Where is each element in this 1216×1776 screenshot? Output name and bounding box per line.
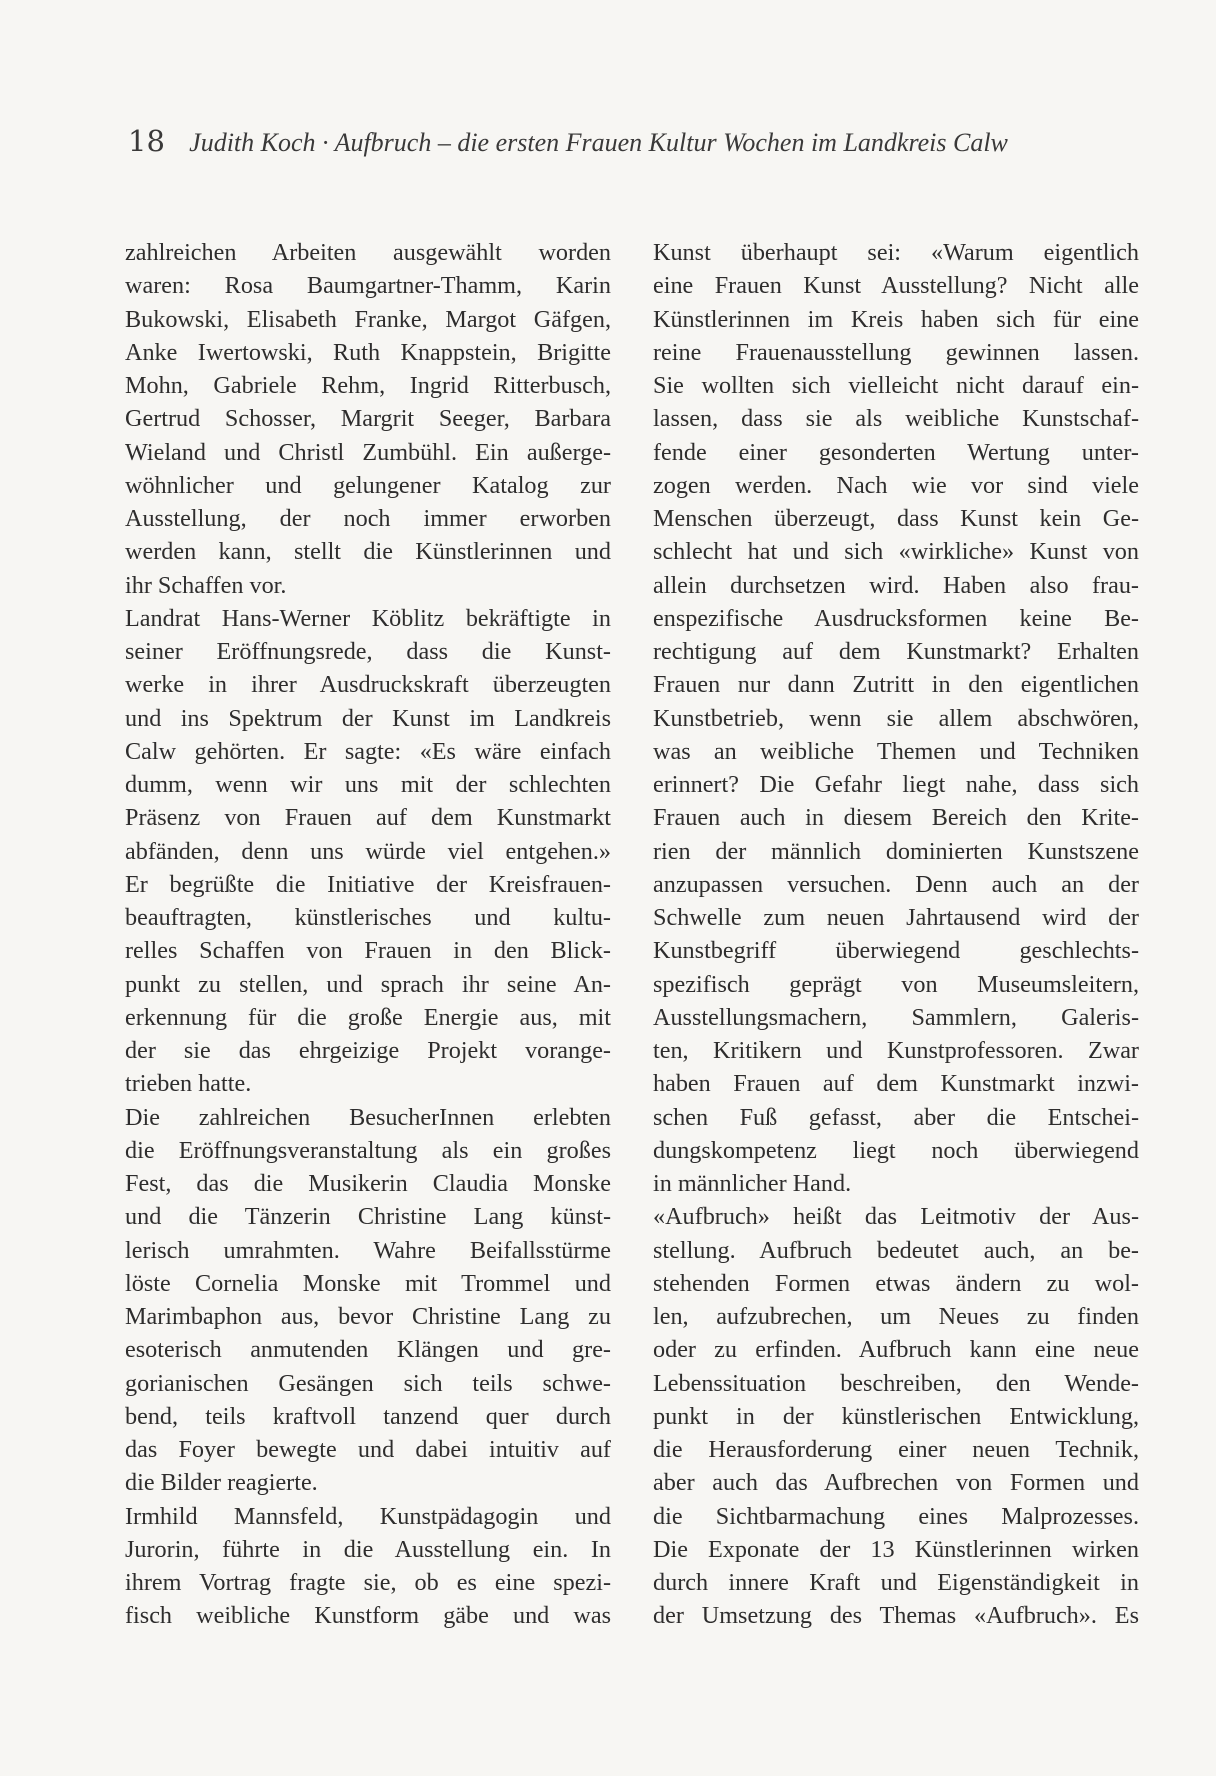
text-line: und die Tänzerin Christine Lang künst- xyxy=(125,1203,611,1231)
text-line: Lebenssituation beschreiben, den Wende- xyxy=(653,1369,1139,1397)
text-line: gorianischen Gesängen sich teils schwe- xyxy=(125,1369,611,1397)
text-line: Ausstellungsmachern, Sammlern, Galeris- xyxy=(653,1003,1139,1031)
text-line: der Umsetzung des Themas «Aufbruch». Es xyxy=(653,1602,1139,1630)
text-line: stehenden Formen etwas ändern zu wol- xyxy=(653,1269,1139,1297)
text-line: erinnert? Die Gefahr liegt nahe, dass sich xyxy=(653,771,1139,798)
text-line: Ausstellung, der noch immer erworben xyxy=(125,505,611,532)
text-line: Die Exponate der 13 Künstlerinnen wirken xyxy=(653,1535,1139,1563)
page-header xyxy=(128,124,1088,158)
text-line: lerisch umrahmten. Wahre Beifallsstürme xyxy=(125,1236,611,1264)
text-line: fende einer gesonderten Wertung unter- xyxy=(653,438,1139,466)
text-line: durch innere Kraft und Eigenständigkeit in xyxy=(653,1569,1139,1596)
text-line: Anke Iwertowski, Ruth Knappstein, Brigitte xyxy=(125,338,611,366)
text-line: Gertrud Schosser, Margrit Seeger, Barbara xyxy=(125,405,611,433)
text-line: punkt in der künstlerischen Entwicklung, xyxy=(653,1402,1139,1430)
text-line: wöhnlicher und gelungener Katalog zur xyxy=(125,471,611,499)
text-line: Künstlerinnen im Kreis haben sich für eine xyxy=(653,305,1139,333)
text-line: eine Frauen Kunst Ausstellung? Nicht alle xyxy=(653,272,1139,300)
text-line: abfänden, denn uns würde viel entgehen.» xyxy=(125,837,611,865)
text-line: trieben hatte. xyxy=(125,1070,252,1098)
text-line: bend, teils kraftvoll tanzend quer durch xyxy=(125,1402,611,1430)
left-text-column xyxy=(125,236,611,1633)
text-line: schlecht hat und sich «wirkliche» Kunst von xyxy=(653,538,1139,566)
text-line: seiner Eröffnungsrede, dass die Kunst- xyxy=(125,638,611,665)
text-line: in männlicher Hand. xyxy=(653,1170,852,1197)
text-line: Frauen auch in diesem Bereich den Krite- xyxy=(653,804,1139,832)
text-line: zogen werden. Nach wie vor sind viele xyxy=(653,471,1139,499)
text-line: Präsenz von Frauen auf dem Kunstmarkt xyxy=(125,804,611,832)
right-text-column xyxy=(653,236,1139,1633)
text-line: relles Schaffen von Frauen in den Blick- xyxy=(125,937,611,965)
text-line: Sie wollten sich vielleicht nicht darauf ein- xyxy=(653,372,1139,399)
text-line: der sie das ehrgeizige Projekt vorange- xyxy=(125,1037,611,1064)
text-line: die Herausforderung einer neuen Technik, xyxy=(653,1436,1139,1463)
text-line: die Sichtbarmachung eines Malprozesses. xyxy=(653,1502,1139,1530)
text-line: Bukowski, Elisabeth Franke, Margot Gäfgen, xyxy=(125,305,611,333)
text-line: len, aufzubrechen, um Neues zu finden xyxy=(653,1303,1139,1330)
text-line: Schwelle zum neuen Jahrtausend wird der xyxy=(653,904,1139,931)
text-line: Landrat Hans-Werner Köblitz bekräftigte in xyxy=(125,604,611,632)
text-line: rien der männlich dominierten Kunstszene xyxy=(653,837,1139,865)
text-line: Kunst überhaupt sei: «Warum eigentlich xyxy=(653,239,1139,266)
text-line: Wieland und Christl Zumbühl. Ein außerge- xyxy=(125,438,611,466)
text-line: werden kann, stellt die Künstlerinnen und xyxy=(125,538,611,566)
text-line: dumm, wenn wir uns mit der schlechten xyxy=(125,771,611,798)
text-line: aber auch das Aufbrechen von Formen und xyxy=(653,1469,1139,1497)
text-line: enspezifische Ausdrucksformen keine Be- xyxy=(653,604,1139,632)
text-line: Er begrüßte die Initiative der Kreisfrauen- xyxy=(125,870,611,898)
text-line: lassen, dass sie als weibliche Kunstschaf- xyxy=(653,405,1139,433)
running-title: Judith Koch · Aufbruch – die ersten Frauen Kultur Wochen im Landkreis Calw xyxy=(189,128,1008,157)
text-line: Irmhild Mannsfeld, Kunstpädagogin und xyxy=(125,1502,611,1530)
text-line: ihrem Vortrag fragte sie, ob es eine spezi- xyxy=(125,1569,611,1596)
text-line: anzupassen versuchen. Denn auch an der xyxy=(653,870,1139,898)
text-line: stellung. Aufbruch bedeutet auch, an be- xyxy=(653,1236,1139,1264)
text-line: beauftragten, künstlerisches und kultu- xyxy=(125,904,611,931)
text-line: werke in ihrer Ausdruckskraft überzeugten xyxy=(125,671,611,699)
text-line: schen Fuß gefasst, aber die Entschei- xyxy=(653,1103,1139,1131)
text-line: Marimbaphon aus, bevor Christine Lang zu xyxy=(125,1303,611,1330)
text-line: oder zu erfinden. Aufbruch kann eine neue xyxy=(653,1336,1139,1364)
text-line: Kunstbegriff überwiegend geschlechts- xyxy=(653,937,1139,965)
text-line: spezifisch geprägt von Museumsleitern, xyxy=(653,970,1139,998)
text-line: Die zahlreichen BesucherInnen erlebten xyxy=(125,1103,611,1131)
text-line: Jurorin, führte in die Ausstellung ein. In xyxy=(125,1535,611,1563)
text-line: punkt zu stellen, und sprach ihr seine An- xyxy=(125,970,611,998)
text-line: die Eröffnungsveranstaltung als ein großes xyxy=(125,1136,611,1164)
text-line: die Bilder reagierte. xyxy=(125,1469,318,1497)
text-line: fisch weibliche Kunstform gäbe und was xyxy=(125,1602,611,1630)
page-number: 18 xyxy=(128,124,165,158)
text-line: ten, Kritikern und Kunstprofessoren. Zwar xyxy=(653,1037,1139,1064)
text-line: löste Cornelia Monske mit Trommel und xyxy=(125,1269,611,1297)
text-line: ihr Schaffen vor. xyxy=(125,571,287,599)
text-line: Calw gehörten. Er sagte: «Es wäre einfach xyxy=(125,737,611,765)
text-line: allein durchsetzen wird. Haben also frau- xyxy=(653,571,1139,599)
text-line: reine Frauenausstellung gewinnen lassen. xyxy=(653,338,1139,366)
text-line: Fest, das die Musikerin Claudia Monske xyxy=(125,1170,611,1197)
text-line: Mohn, Gabriele Rehm, Ingrid Ritterbusch, xyxy=(125,372,611,399)
text-line: erkennung für die große Energie aus, mit xyxy=(125,1003,611,1031)
text-line: dungskompetenz liegt noch überwiegend xyxy=(653,1136,1139,1164)
text-line: Kunstbetrieb, wenn sie allem abschwören, xyxy=(653,704,1139,732)
text-line: Frauen nur dann Zutritt in den eigentlichen xyxy=(653,671,1139,699)
text-line: und ins Spektrum der Kunst im Landkreis xyxy=(125,704,611,732)
text-line: rechtigung auf dem Kunstmarkt? Erhalten xyxy=(653,638,1139,665)
text-line: was an weibliche Themen und Techniken xyxy=(653,737,1139,765)
text-line: das Foyer bewegte und dabei intuitiv auf xyxy=(125,1436,611,1463)
text-line: esoterisch anmutenden Klängen und gre- xyxy=(125,1336,611,1364)
text-line: waren: Rosa Baumgartner-Thamm, Karin xyxy=(125,272,611,300)
text-line: «Aufbruch» heißt das Leitmotiv der Aus- xyxy=(653,1203,1139,1231)
text-line: haben Frauen auf dem Kunstmarkt inzwi- xyxy=(653,1070,1139,1098)
text-line: zahlreichen Arbeiten ausgewählt worden xyxy=(125,239,611,266)
text-line: Menschen überzeugt, dass Kunst kein Ge- xyxy=(653,505,1139,532)
